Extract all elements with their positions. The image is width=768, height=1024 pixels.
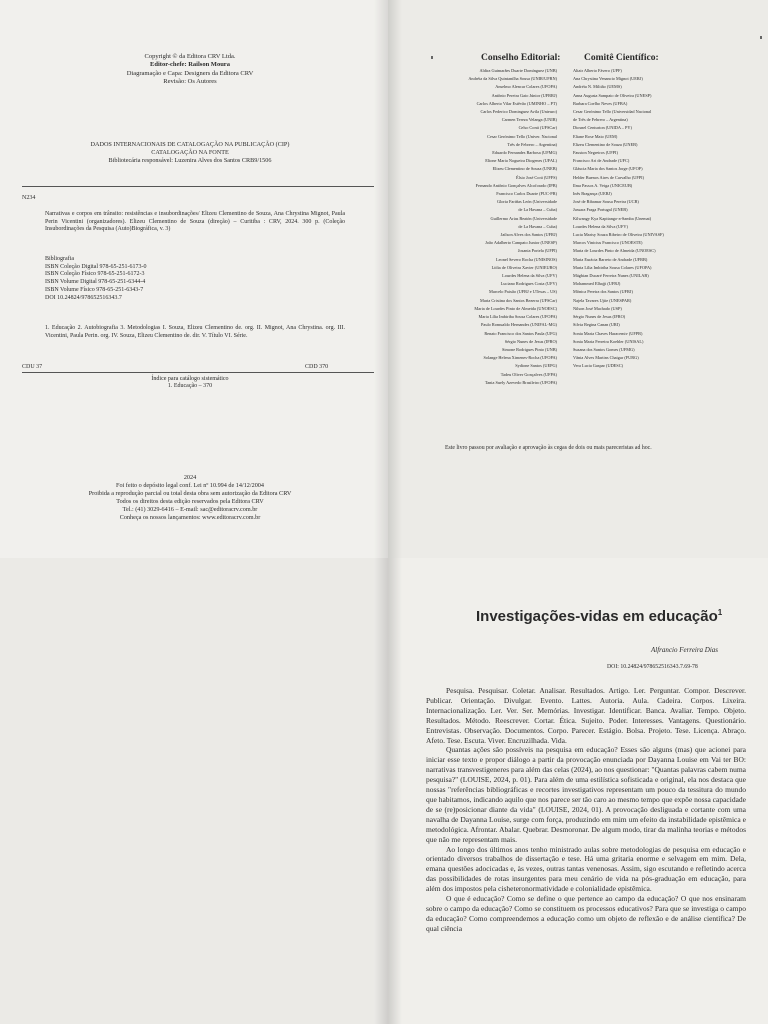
member-entry: Maria Eurácia Barreto de Andrade (UFRB) xyxy=(573,256,648,262)
divider xyxy=(22,372,374,373)
member-entry: Tania Suely Azevedo Brasileiro (UFOPA) xyxy=(484,379,557,385)
scientific-committee-title: Comitê Científico: xyxy=(584,53,659,63)
member-entry: Renato Francisco dos Santos Paula (UFG) xyxy=(484,330,557,336)
paragraph: Quantas ações são possíveis na pesquisa em educação? Esses são alguns (mas) que acionei para iniciar esse texto e propor diálogo a partir da provocação enunciada por Dayanna Louise em Vai ter BO: narrativas transvestigeneres para além das celas (2024), ao nos questionar: "Quantas palavras cabem numa pesquisa?" (LOUISE, 2024, p. 01). Para além de uma estilística sofisticada e original, ela nos destaca que nossas "referências bibliográficas e recortes investigativos representam um pouco da tessitura do mundo que habitamos, indicando aquilo que nos parece ser tão caro ao mesmo tempo que expõe nossa capacidade de se (re)posicionar diante da vida" (LOUISE, 2024, 01). A provocação desliguada e cortante com uma navalha de Dayanna Louise, surge com força, produzindo em mim um efeito da instabilidade epistêmica e metodológica. Afrontar. Abalar. Quebrar. Desmoronar. De algum modo, tirar da malinha teorias e métodos que não me representam mais. xyxy=(426,745,746,844)
member-entry: Aldira Guimarães Duarte Domínguez (UNB) xyxy=(479,68,557,73)
member-entry: Josania Portela (UFPI) xyxy=(517,248,557,254)
member-entry: Suzana dos Santos Gomes (UFMG) xyxy=(573,346,635,352)
member-entry: Guillermo Arias Beatón (Universidade xyxy=(490,215,557,221)
member-entry: Lídia de Oliveira Xavier (UNIEURO) xyxy=(491,264,557,270)
member-entry: Maria de Lourdes Pinto de Almeida (UNOESC) xyxy=(573,248,656,254)
footnote-mark: 1 xyxy=(717,608,723,617)
member-entry: Mágbian Ducaré Ferreira Nunes (UNILAB) xyxy=(573,273,649,279)
member-entry: Paulo Romualdo Hernandes (UNIFAL-MG) xyxy=(481,322,557,328)
year: 2024 xyxy=(183,474,197,481)
cdd-code: CDD 370 xyxy=(305,364,329,370)
editorial-board-list xyxy=(438,67,557,387)
member-entry: Maria Cristina dos Santos Bezerra (UFSCar) xyxy=(480,297,557,303)
rights-notice: Todos os direitos desta edição reservados pela Editora CRV xyxy=(116,498,264,505)
member-entry: Sérgio Nunes de Jesus (IFRO) xyxy=(504,338,557,344)
member-entry: Nilson José Machado (USP) xyxy=(573,305,622,311)
chapter-title xyxy=(476,608,722,625)
page-gutter-shadow xyxy=(388,558,402,1024)
member-entry: Anna Augusta Sampaio de Oliveira (UNESP) xyxy=(573,92,652,98)
member-entry: Eliane Rose Maio (UEM) xyxy=(573,133,618,139)
divider xyxy=(22,186,374,187)
editor-chief: Editor-chefe: Railson Moura xyxy=(150,61,230,69)
chapter-doi: DOI: 10.24824/978652516343.7.69-78 xyxy=(607,664,698,670)
subject-headings: 1. Educação 2. Autobiografia 3. Metodologias I. Souza, Elizeu Clementino de. org. II. Mignot, Ana Chrystina. org. III. Vicentini, Paula Perin. org. IV. Souza, Elizeu Clementino de. dir. V. Título VI. Série. xyxy=(45,325,345,339)
member-entry: Simone Rodrigues Pinto (UNB) xyxy=(501,346,557,352)
member-entry: Maria Lília Imbiriba Sousa Colares (UFOPA) xyxy=(573,264,652,270)
member-entry: Lourdes Helena da Silva (UFV) xyxy=(573,223,628,229)
member-entry: Elione Maria Nogueira Diogenes (UFAL) xyxy=(485,158,557,164)
member-entry: de La Havana – Cuba) xyxy=(518,207,557,213)
member-entry: Jussara Fraga Portugal (UNEB) xyxy=(573,207,628,213)
page-copyright xyxy=(0,0,388,558)
member-entry: Vera Lucia Gaspar (UDESC) xyxy=(573,363,623,369)
cip-subtitle: CATALOGAÇÃO NA FONTE xyxy=(151,149,229,156)
cdu-code: CDU 37 xyxy=(22,364,43,370)
member-entry: Marcelo Paixão (UFRJ e UTexas – US) xyxy=(489,289,557,295)
member-entry: Carlos Alberto Vilar Estêvão (UMINHO – PT) xyxy=(476,100,557,106)
member-entry: Francisco Ari de Andrade (UFC) xyxy=(573,158,630,164)
isbn-line: ISBN Volume Digital 978-65-251-6344-4 xyxy=(45,279,146,286)
member-entry: de Três de Febrero – Argentina) xyxy=(573,117,628,123)
paragraph: O que é educação? Como se define o que pertence ao campo da educação? O que nos ensinaram sobre o campo da educação? Como se constituem os processos educativos? Para que se investiga o campo da educação? Como compreendemos a educação como um objeto de reflexão e de análise científica? De qual ciência xyxy=(426,894,746,933)
chapter-body xyxy=(426,686,746,934)
member-entry: Lucia Marisy Souza Ribeiro de Oliveira (UNIVASF) xyxy=(573,232,664,238)
member-entry: João Adalberto Campato Junior (UNESP) xyxy=(485,240,557,246)
member-entry: Barbara Coelho Neves (UFBA) xyxy=(573,100,628,106)
member-entry: Antônio Pereira Gaio Júnior (UFRRJ) xyxy=(491,92,557,98)
doi-line: DOI 10.24824/978652516343.7 xyxy=(45,294,122,301)
page-editorial-board xyxy=(388,0,768,558)
page-gutter-shadow xyxy=(374,0,388,558)
member-entry: Cesar Gerónimo Tello (Univer. Nacional xyxy=(487,133,557,139)
reproduction-notice: Proibida a reprodução parcial ou total desta obra sem autorização da Editora CRV xyxy=(88,490,292,497)
website-line: Conheça os nossos lançamentos: www.editoracrv.com.br xyxy=(119,514,261,521)
member-entry: Tadeu Oliver Gonçalves (UFPA) xyxy=(500,371,557,377)
index-entry: 1. Educação – 370 xyxy=(167,383,213,390)
member-entry: Três de Febrero – Argentina) xyxy=(507,141,557,147)
member-entry: Diosnel Centurion (UNIDA – PY) xyxy=(573,125,632,131)
member-entry: Solange Helena Ximenes-Rocha (UFOPA) xyxy=(483,355,557,361)
member-entry: Maria Lília Imbiriba Sousa Colares (UFOPA) xyxy=(478,314,557,320)
member-entry: José de Ribamar Sousa Pereira (UCB) xyxy=(573,199,639,205)
legal-footer xyxy=(40,474,340,522)
member-entry: Ilma Passos A. Veiga (UNICEUB) xyxy=(573,182,633,188)
member-entry: Carlos Federico Dominguez Avila (Unieuro) xyxy=(480,109,557,115)
member-entry: Sonia Maria Ferreira Koehler (UNISAL) xyxy=(573,338,644,344)
copyright-block xyxy=(90,53,290,87)
member-entry: Fauston Negreiros (UFPI) xyxy=(573,150,618,156)
catalog-description: Narrativas e corpos em trânsito: resistências e insubordinações/ Elizeu Clementino de Souza, Ana Chrystina Mignot, Paula Perin Vicentini (organizadores). Elizeu Clementino de Souza (direção) – Curitiba : CRV, 2024. 300 p. (Coleção Insubordinações da Pesquisa (Auto)Biográfica, v. 3) xyxy=(45,211,345,233)
member-entry: Marcos Vinicius Francisco (UNOESTE) xyxy=(573,240,643,246)
member-entry: Ana Chrystina Venancio Mignot (UERJ) xyxy=(573,76,643,82)
member-entry: Helder Buenos Aires de Carvalho (UFPI) xyxy=(573,174,645,180)
member-entry: Sydione Santos (UEPG) xyxy=(515,363,557,369)
cip-header xyxy=(40,141,340,165)
member-entry: Gloria Fariñas León (Universidade xyxy=(496,199,557,205)
chapter-author: Alfrancio Ferreira Dias xyxy=(651,646,719,654)
scan-mark xyxy=(760,36,762,39)
member-entry: Altair Alberto Fávero (UPF) xyxy=(573,68,622,73)
member-entry: Fernando Antônio Gonçalves Alcoforado (IPB) xyxy=(475,182,557,188)
isbn-line: ISBN Coleção Físico 978-65-251-6172-3 xyxy=(45,271,145,278)
member-entry: Luciano Rodrigues Costa (UFV) xyxy=(500,281,557,287)
catalog-code: N234 xyxy=(22,195,36,201)
chapter-title-text: Investigações-vidas em educação xyxy=(476,608,718,625)
member-entry: Inês Bragança (UERJ) xyxy=(573,191,612,197)
cip-title: DADOS INTERNACIONAIS DE CATALOGAÇÃO NA PUBLICAÇÃO (CIP) xyxy=(90,141,290,148)
member-entry: Kilwangy Kya Kapitango-a-Samba (Unemat) xyxy=(573,215,652,221)
page-gutter-shadow xyxy=(388,0,402,558)
member-entry: Andréia N. Militão (UEMS) xyxy=(573,84,622,90)
member-entry: de La Havana – Cuba) xyxy=(518,223,557,229)
scientific-committee-list xyxy=(573,67,713,371)
page-blank xyxy=(0,558,388,1024)
member-entry: Elizeu Clementino de Souza (UNEB) xyxy=(573,141,638,147)
legal-deposit: Foi feito o depósito legal conf. Lei nº 10.994 de 14/12/2004 xyxy=(116,482,264,489)
peer-review-note: Este livro passou por avaliação e aprovação às cegas de dois ou mais pareceristas ad hoc. xyxy=(445,445,652,451)
paragraph: Ao longo dos últimos anos tenho ministrado aulas sobre metodologias de pesquisa em educação e orientado diversos trabalhos de dissertação e tese. Há uma gritaria enorme e selvagem em mim. Dela, emana questões adocicadas e, às vezes, outras tantas venenosas. Assim, sigo escutando e refletindo acerca das possibilidades de rotas insurgentes para meu cenário de vida na pós-graduação em educação, para além dos impostos pela cisheteronormatividade e colonialidade epistêmica. xyxy=(426,844,746,894)
isbn-line: ISBN Coleção Digital 978-65-251-6173-0 xyxy=(45,263,147,270)
paragraph: Pesquisa. Pesquisar. Coletar. Analisar. Resultados. Artigo. Ler. Perguntar. Compor. Descrever. Publicar. Orientação. Divulgar. Evento. Lattes. Autoria. Aula. Cadeira. Corpos. Lixeira. Internacionalização. Ler. Ver. Ser. Memórias. Investigar. Identificar. Banca. Avaliar. Tempo. Objeto. Resultados. Método. Reescrever. Cortar. Ética. Sujeito. Poder. Interesses. Vantagens. Questionário. Entrevistas. Observação. Documentos. Corpo. Parecer. Estágio. Bolsa. Projeto. Tese. Licença. Abraço. Afeto. Tese. Escuta. Viver. Encruzilhada. Vida. xyxy=(426,686,746,745)
member-entry: Mohammed Elhajji (UFRJ) xyxy=(573,281,621,287)
member-entry: Andréia da Silva Quintanilha Sousa (UNIR/UFRN) xyxy=(468,76,557,82)
member-entry: Mônica Pereira dos Santos (UFRJ) xyxy=(573,289,633,295)
editorial-board-title: Conselho Editorial: xyxy=(481,53,561,63)
member-entry: Celso Conti (UFSCar) xyxy=(518,125,557,131)
member-entry: Élsio José Corá (UFFS) xyxy=(516,174,557,180)
page-chapter-opening xyxy=(388,558,768,1024)
member-entry: Jailson Alves dos Santos (UFRJ) xyxy=(500,232,557,238)
contact-line: Tel.: (41) 3029-6416 – E-mail: sac@editoracrv.com.br xyxy=(122,506,258,513)
page-gutter-shadow xyxy=(374,558,388,1024)
member-entry: Maria de Lourdes Pinto de Almeida (UNOESC) xyxy=(474,305,557,311)
scan-mark xyxy=(431,56,433,59)
isbn-line: ISBN Volume Físico 978-65-251-6343-7 xyxy=(45,286,144,293)
index-title: Índice para catálogo sistemático xyxy=(151,376,229,382)
isbn-list xyxy=(45,256,345,302)
member-entry: Elizeu Clementino de Souza (UNEB) xyxy=(492,166,557,172)
systematic-index xyxy=(120,376,260,391)
member-entry: Francisco Carlos Duarte (PUC-PR) xyxy=(496,191,557,197)
member-entry: Lourdes Helena da Silva (UFV) xyxy=(502,273,557,279)
librarian: Bibliotecária responsável: Luzenira Alves dos Santos CRB9/1506 xyxy=(108,157,272,164)
member-entry: Silvia Regina Canan (URI) xyxy=(573,322,620,328)
revision-credit: Revisão: Os Autores xyxy=(163,78,217,86)
member-entry: Sérgio Nunes de Jesus (IFRO) xyxy=(573,314,626,320)
member-entry: Najela Tavares Ujiie (UNESPAR) xyxy=(573,297,632,303)
member-entry: Cesar Gerónimo Tello (Universidad Nacional xyxy=(573,109,652,115)
member-entry: Sonia Maria Chaves Haracemiv (UFPR) xyxy=(573,330,643,336)
member-entry: Gláucia Maria dos Santos Jorge (UFOP) xyxy=(573,166,643,172)
design-credit: Diagramação e Capa: Designers da Editora CRV xyxy=(126,69,254,77)
copyright-line: Copyright © da Editora CRV Ltda. xyxy=(144,53,236,60)
member-entry: Carmen Tereza Velanga (UNIR) xyxy=(501,117,557,123)
member-entry: Leonel Severo Rocha (UNISINOS) xyxy=(496,256,557,262)
member-entry: Eduardo Fernandes Barbosa (UFMG) xyxy=(492,150,557,156)
isbn-line: Bibliografia xyxy=(45,256,74,262)
member-entry: Anselmo Alencar Colares (UFOPA) xyxy=(495,84,557,90)
member-entry: Vânia Alves Martins Chaigar (FURG) xyxy=(573,355,639,361)
